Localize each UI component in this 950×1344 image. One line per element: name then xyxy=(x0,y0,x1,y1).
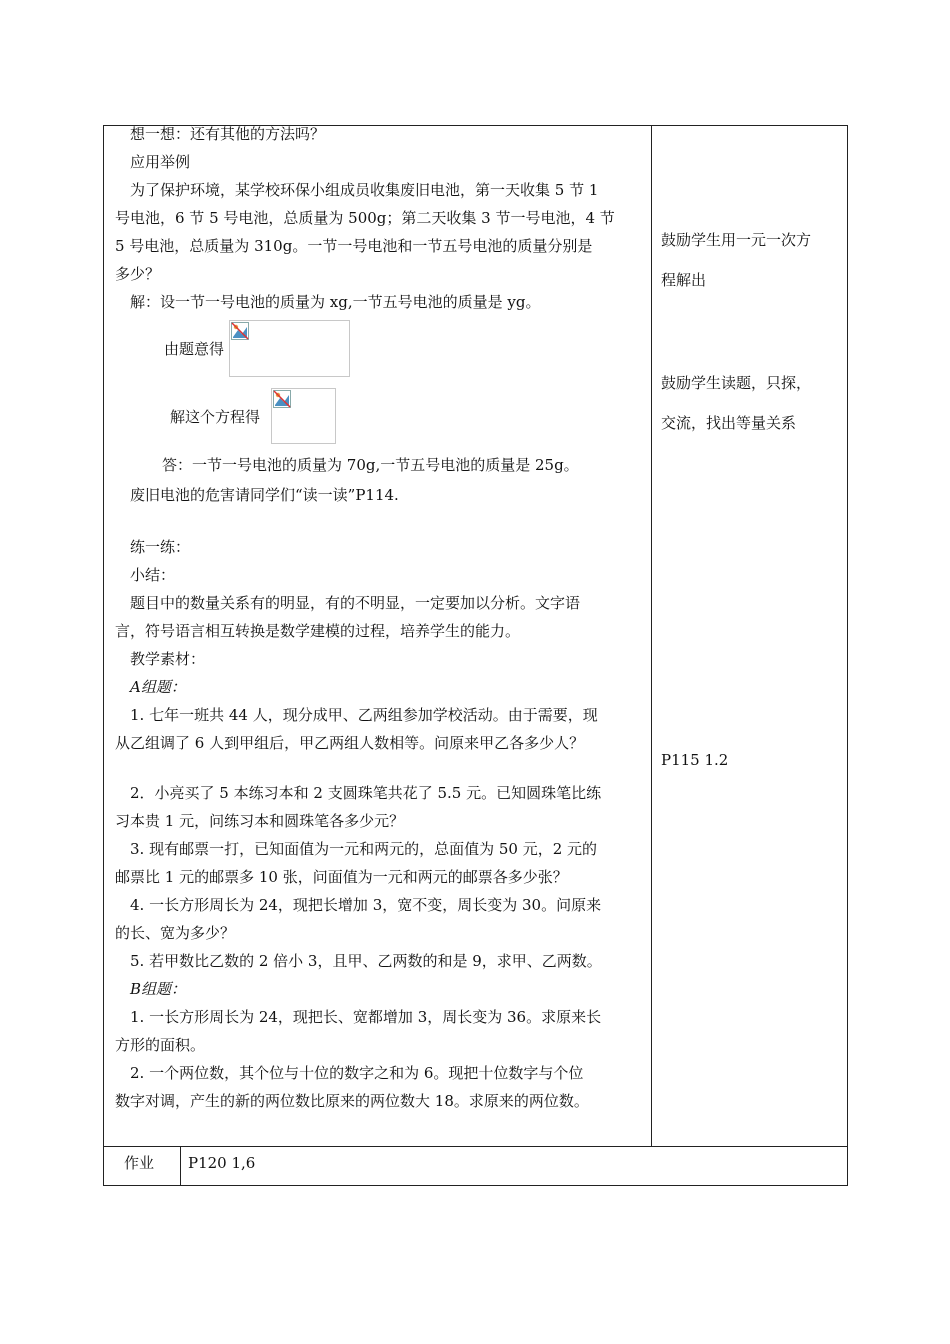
problem-line: 5 号电池，总质量为 310g。一节一号电池和一节五号电池的质量分别是 xyxy=(115,237,593,255)
exercise-line: 方形的面积。 xyxy=(115,1036,206,1054)
equation-label: 由题意得 xyxy=(164,340,225,358)
solution-image xyxy=(271,388,336,444)
side-note: 交流，找出等量关系 xyxy=(661,414,797,432)
reading-line: 废旧电池的危害请同学们“读一读”P114. xyxy=(130,486,399,504)
exercise-line: 从乙组调了 6 人到甲组后，甲乙两组人数相等。问原来甲乙各多少人？ xyxy=(115,734,585,752)
exercise-line: 1. 七年一班共 44 人，现分成甲、乙两组参加学校活动。由于需要，现 xyxy=(130,706,598,724)
side-note: 程解出 xyxy=(661,271,707,289)
exercise-line: 1. 一长方形周长为 24，现把长、宽都增加 3，周长变为 36。求原来长 xyxy=(130,1008,602,1026)
homework-value: P120 1,6 xyxy=(188,1154,256,1172)
answer-line: 答：一节一号电池的质量为 70g,一节五号电池的质量是 25g。 xyxy=(162,456,579,474)
exercise-line: 邮票比 1 元的邮票多 10 张，问面值为一元和两元的邮票各多少张？ xyxy=(115,868,568,886)
side-note: 鼓励学生读题，只探， xyxy=(661,374,812,392)
solution-line: 解：设一节一号电池的质量为 xg,一节五号电池的质量是 yg。 xyxy=(130,293,541,311)
materials-heading: 教学素材： xyxy=(130,650,206,668)
exercise-line: 5. 若甲数比乙数的 2 倍小 3，且甲、乙两数的和是 9，求甲、乙两数。 xyxy=(130,952,602,970)
footer-divider xyxy=(180,1146,181,1186)
equation-image xyxy=(229,320,350,377)
group-b-heading: B组题： xyxy=(130,980,187,998)
exercise-line: 习本贵 1 元，问练习本和圆珠笔各多少元？ xyxy=(115,812,405,830)
exercise-line: 2．小亮买了 5 本练习本和 2 支圆珠笔共花了 5.5 元。已知圆珠笔比练 xyxy=(130,784,602,802)
row-divider xyxy=(103,1146,848,1147)
exercise-line: 3. 现有邮票一打，已知面值为一元和两元的，总面值为 50 元，2 元的 xyxy=(130,840,598,858)
exercise-line: 2. 一个两位数，其个位与十位的数字之和为 6。现把十位数字与个位 xyxy=(130,1064,584,1082)
summary-heading: 小结： xyxy=(130,566,176,584)
summary-line: 言，符号语言相互转换是数学建模的过程，培养学生的能力。 xyxy=(115,622,521,640)
exercise-line: 4. 一长方形周长为 24，现把长增加 3，宽不变，周长变为 30。问原来 xyxy=(130,896,602,914)
example-heading: 应用举例 xyxy=(130,153,191,171)
problem-line: 为了保护环境，某学校环保小组成员收集废旧电池，第一天收集 5 节 1 xyxy=(130,181,599,199)
problem-line: 号电池，6 节 5 号电池，总质量为 500g；第二天收集 3 节一号电池，4 节 xyxy=(115,209,615,227)
group-a-heading: A组题： xyxy=(130,678,186,696)
side-note: 鼓励学生用一元一次方 xyxy=(661,231,812,249)
broken-image-icon xyxy=(231,322,249,340)
think-line: 想一想：还有其他的方法吗？ xyxy=(130,125,326,143)
broken-image-icon xyxy=(273,390,291,408)
side-note: P115 1.2 xyxy=(661,751,729,769)
column-divider xyxy=(651,125,652,1147)
summary-line: 题目中的数量关系有的明显，有的不明显，一定要加以分析。文字语 xyxy=(130,594,581,612)
homework-label: 作业 xyxy=(124,1154,155,1172)
problem-line: 多少？ xyxy=(115,265,161,283)
exercise-line: 数字对调，产生的新的两位数比原来的两位数大 18。求原来的两位数。 xyxy=(115,1092,589,1110)
practice-heading: 练一练： xyxy=(130,538,191,556)
solve-label: 解这个方程得 xyxy=(170,408,261,426)
exercise-line: 的长、宽为多少？ xyxy=(115,924,236,942)
